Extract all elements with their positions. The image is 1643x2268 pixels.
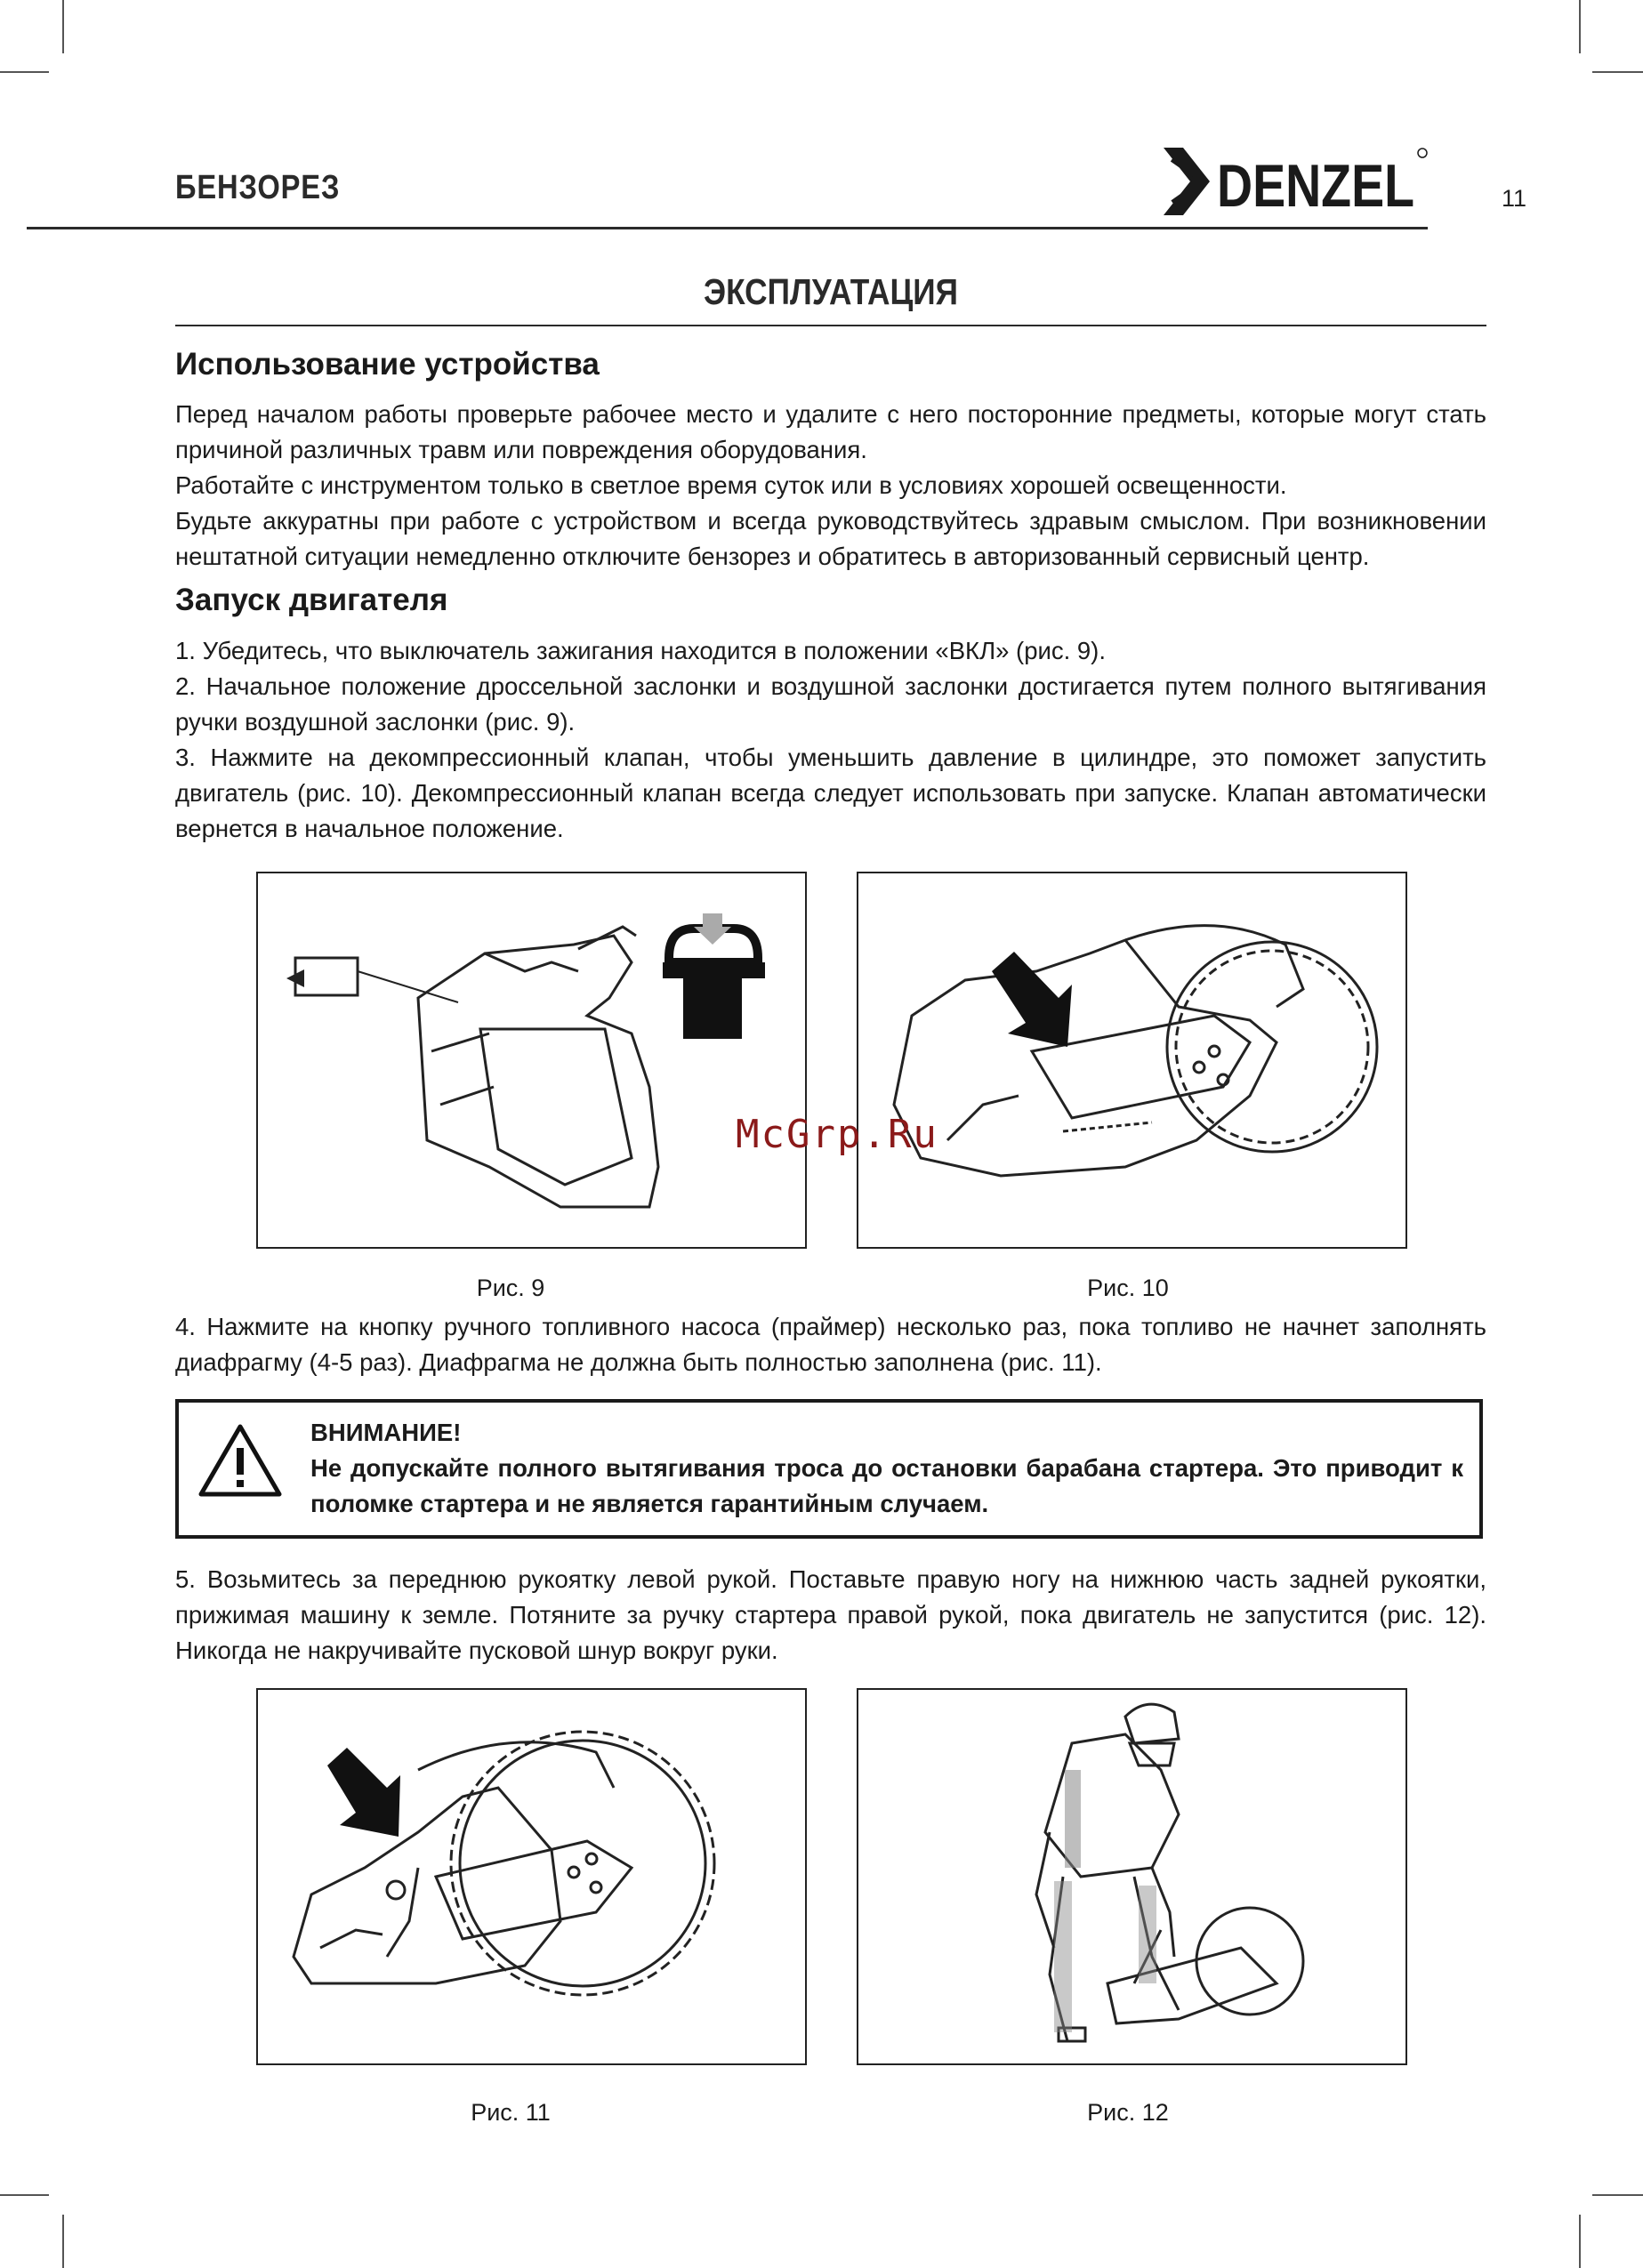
crop-mark <box>1592 2194 1643 2196</box>
usage-paragraph-3: Будьте аккуратны при работе с устройством и всегда руководствуйтесь здравым смыслом. При возникновении нештатной ситуации немедленно отключите бензорез и обратитесь в авторизованный сервисный центр. <box>175 507 1486 570</box>
usage-heading: Использование устройства <box>175 347 600 382</box>
ignition-switch-illustration-icon <box>258 873 805 1247</box>
crop-mark <box>1579 0 1581 53</box>
crop-mark <box>62 0 64 53</box>
start-heading: Запуск двигателя <box>175 583 448 617</box>
section-title: ЭКСПЛУАТАЦИЯ <box>704 271 958 312</box>
warning-title: ВНИМАНИЕ! <box>310 1419 462 1446</box>
header-rule <box>27 227 1428 229</box>
document-title: БЕНЗОРЕЗ <box>175 169 341 206</box>
figure-12 <box>857 1688 1407 2065</box>
figure-9-caption: Рис. 9 <box>476 1275 545 1301</box>
crop-mark <box>0 71 49 73</box>
brand-logo <box>1164 141 1430 222</box>
section-rule <box>175 325 1486 326</box>
figure-10-caption: Рис. 10 <box>1087 1275 1169 1301</box>
step-4: 4. Нажмите на кнопку ручного топливного насоса (праймер) несколько раз, пока топливо не начнет заполнять диафрагму (4-5 раз). Диафрагма не должна быть полностью заполнена (рис. 11). <box>175 1313 1486 1376</box>
step-1: 1. Убедитесь, что выключатель зажигания находится в положении «ВКЛ» (рис. 9). <box>175 637 1106 664</box>
figure-10 <box>857 872 1407 1249</box>
crop-mark <box>62 2215 64 2268</box>
figure-12-caption: Рис. 12 <box>1087 2099 1169 2126</box>
primer-pump-illustration-icon <box>258 1690 805 2063</box>
warning-icon <box>196 1421 285 1500</box>
crop-mark <box>1592 71 1643 73</box>
denzel-logo-icon <box>1164 141 1430 222</box>
crop-mark <box>0 2194 49 2196</box>
decompression-valve-illustration-icon <box>858 873 1405 1247</box>
warning-text: Не допускайте полного вытягивания троса до остановки барабана стартера. Это приводит к поломке стартера и не является гарантийным случаем. <box>310 1454 1463 1517</box>
step-3: 3. Нажмите на декомпрессионный клапан, чтобы уменьшить давление в цилиндре, это поможет запустить двигатель (рис. 10). Декомпрессионный клапан всегда следует использовать при запуске. Клапан автоматически вернется в начальное положение. <box>175 744 1486 842</box>
figure-11-caption: Рис. 11 <box>471 2099 551 2126</box>
svg-text:DENZEL: DENZEL <box>1217 152 1414 220</box>
page-number: 11 <box>1502 185 1527 212</box>
figure-9 <box>256 872 807 1249</box>
crop-mark <box>1579 2215 1581 2268</box>
usage-paragraph-2: Работайте с инструментом только в светлое время суток или в условиях хорошей освещенности. <box>175 471 1287 499</box>
usage-paragraph-1: Перед началом работы проверьте рабочее место и удалите с него посторонние предметы, которые могут стать причиной различных травм или повреждения оборудования. <box>175 400 1486 463</box>
step-5: 5. Возьмитесь за переднюю рукоятку левой рукой. Поставьте правую ногу на нижнюю часть задней рукоятки, прижимая машину к земле. Потяните за ручку стартера правой рукой, пока двигатель не запустится (рис. 12). Никогда не накручивайте пусковой шнур вокруг руки. <box>175 1565 1486 1664</box>
step-2: 2. Начальное положение дроссельной заслонки и воздушной заслонки достигается путем полного вытягивания ручки воздушной заслонки (рис. 9). <box>175 672 1486 736</box>
operator-starting-illustration-icon <box>858 1690 1405 2063</box>
watermark: McGrp.Ru <box>736 1112 938 1157</box>
figure-11 <box>256 1688 807 2065</box>
